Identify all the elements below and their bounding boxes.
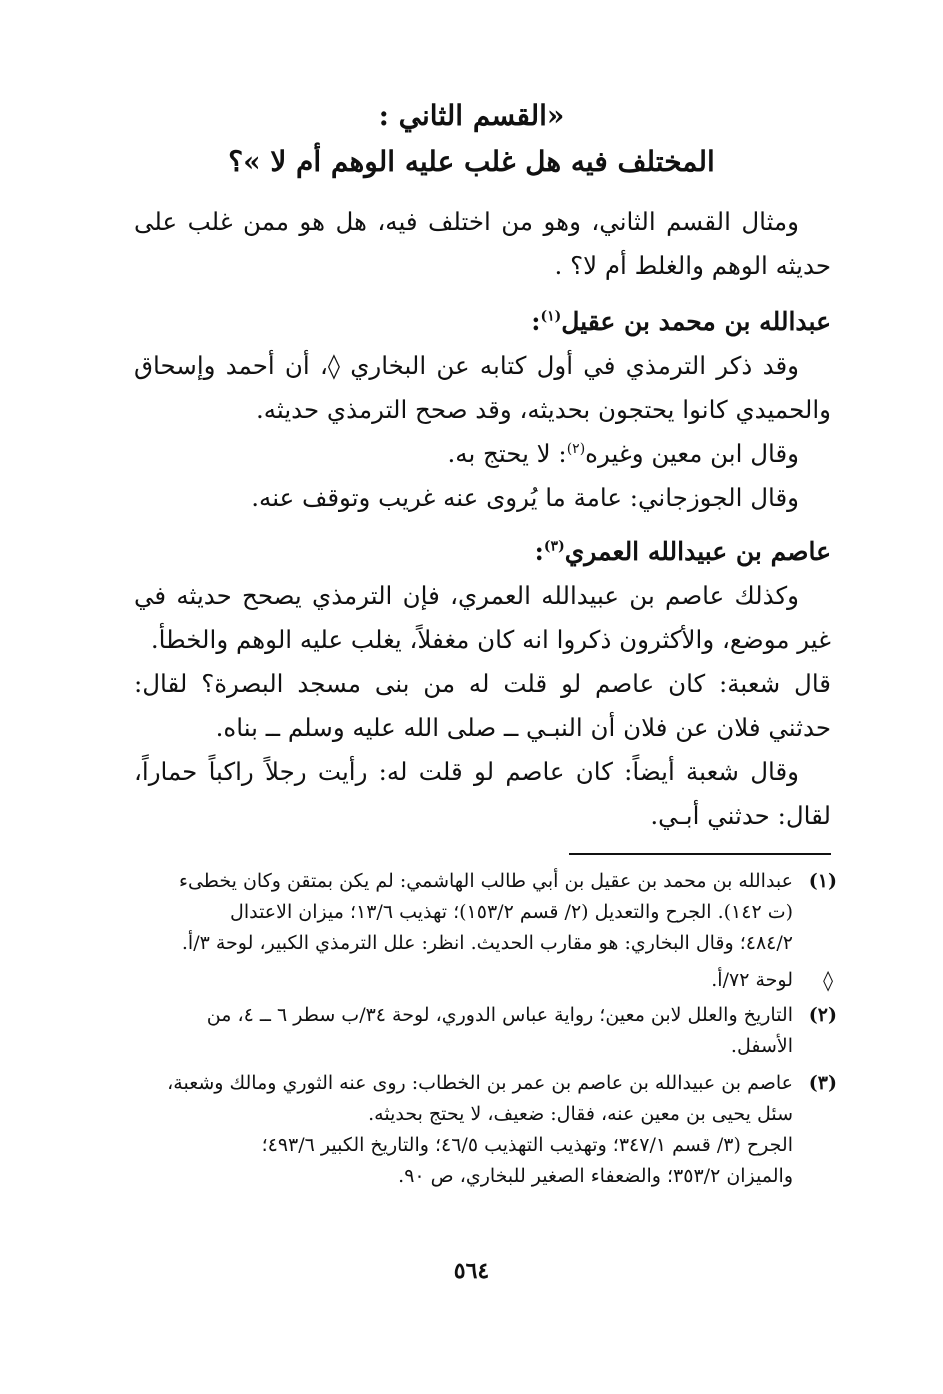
footnote-number: (٢) — [808, 1004, 837, 1026]
footnote-ref-2: (٢) — [566, 440, 586, 457]
footnote-number: (٣) — [808, 1072, 837, 1094]
footnote-ref-3: (٣) — [543, 538, 565, 555]
footnote-separator — [569, 853, 831, 855]
narrator-name: عاصم بن عبيدالله العمري — [564, 537, 831, 566]
section-asim — [134, 530, 831, 838]
section-heading-line2: المختلف فيه هل غلب عليه الوهم أم لا »؟ — [228, 145, 715, 178]
footnote-line: عاصم بن عبيدالله بن عاصم بن عمر بن الخطاب: روى عنه الثوري ومالك وشعبة، — [167, 1072, 793, 1094]
footnotes — [134, 866, 837, 1198]
main-text — [134, 200, 831, 288]
section-heading-line1: «القسم الثاني : — [378, 99, 565, 132]
paragraph-ibn-maeen — [134, 432, 831, 476]
footnote-line: الجرح (٣/ قسم ٣٤٧/١؛ وتهذيب التهذيب ٤٦/٥؛ والتاريخ الكبير ٤٩٣/٦؛ — [261, 1134, 793, 1156]
narrator-heading-ibn-aqil — [134, 300, 831, 344]
footnote-3 — [134, 1068, 837, 1192]
narrator-heading-asim — [134, 530, 831, 574]
section-ibn-aqil — [134, 300, 831, 520]
diamond-icon: ◊ — [823, 968, 833, 992]
footnote-line: (ت ١٤٢). الجرح والتعديل (٢/ قسم ١٥٣/٢)؛ تهذيب ١٣/٦؛ ميزان الاعتدال — [230, 901, 793, 923]
footnote-number: (١) — [808, 870, 837, 892]
text-run: وقال ابن معين وغيره — [585, 439, 799, 468]
heading-colon: : — [534, 537, 544, 566]
paragraph-shuba-1: قال شعبة: كان عاصم لو قلت له من بنى مسجد البصرة؟ لقال: حدثني فلان عن فلان أن النبـي ــ صلى الله عليه وسلم ــ بناه. — [134, 669, 831, 742]
footnote-line: والميزان ٣٥٣/٢؛ والضعفاء الصغير للبخاري، ص ٩٠. — [398, 1165, 793, 1187]
footnote-line: التاريخ والعلل لابن معين؛ رواية عباس الدوري، لوحة ٣٤/ب سطر ٦ ــ ٤، من — [206, 1004, 793, 1026]
paragraph-shuba-2: وقال شعبة أيضاً: كان عاصم لو قلت له: رأيت رجلاً راكباً حماراً، لقال: حدثني أبـي. — [134, 757, 831, 830]
intro-paragraph: ومثال القسم الثاني، وهو من اختلف فيه، هل هو ممن غلب على حديثه الوهم والغلط أم لا؟ . — [134, 207, 831, 280]
text-run: : لا يحتج به. — [447, 439, 567, 468]
footnote-diamond — [134, 965, 837, 996]
heading-colon: : — [531, 307, 541, 336]
footnote-2 — [134, 1000, 837, 1062]
paragraph-jawzajani: وقال الجوزجاني: عامة ما يُروى عنه غريب وتوقف عنه. — [251, 483, 799, 512]
footnote-line: ٤٨٤/٢؛ وقال البخاري: هو مقارب الحديث. انظر: علل الترمذي الكبير، لوحة ٣/أ. — [181, 932, 793, 954]
narrator-name: عبدالله بن محمد بن عقيل — [561, 307, 831, 336]
paragraph-tirmidhi: وقد ذكر الترمذي في أول كتابه عن البخاري ◊، أن أحمد وإسحاق والحميدي كانوا يحتجون بحديثه، وقد صحح الترمذي حديثه. — [134, 351, 831, 424]
footnote-ref-1: (١) — [540, 308, 562, 325]
footnote-1 — [134, 866, 837, 959]
footnote-line: الأسفل. — [730, 1035, 793, 1057]
page-number: ٥٦٤ — [453, 1258, 490, 1284]
paragraph-asim-tirmidhi: وكذلك عاصم بن عبيدالله العمري، فإن الترمذي يصحح حديثه في غير موضع، والأكثرون ذكروا انه كان مغفلاً، يغلب عليه الوهم والخطأ. — [134, 581, 831, 654]
footnote-line: سئل يحيى بن معين عنه، فقال: ضعيف، لا يحتج بحديثه. — [368, 1103, 793, 1125]
footnote-line: لوحة ٧٢/أ. — [711, 969, 793, 991]
footnote-line: عبدالله بن محمد بن عقيل بن أبي طالب الهاشمي: لم يكن بمتقن وكان يخطىء — [179, 870, 793, 892]
